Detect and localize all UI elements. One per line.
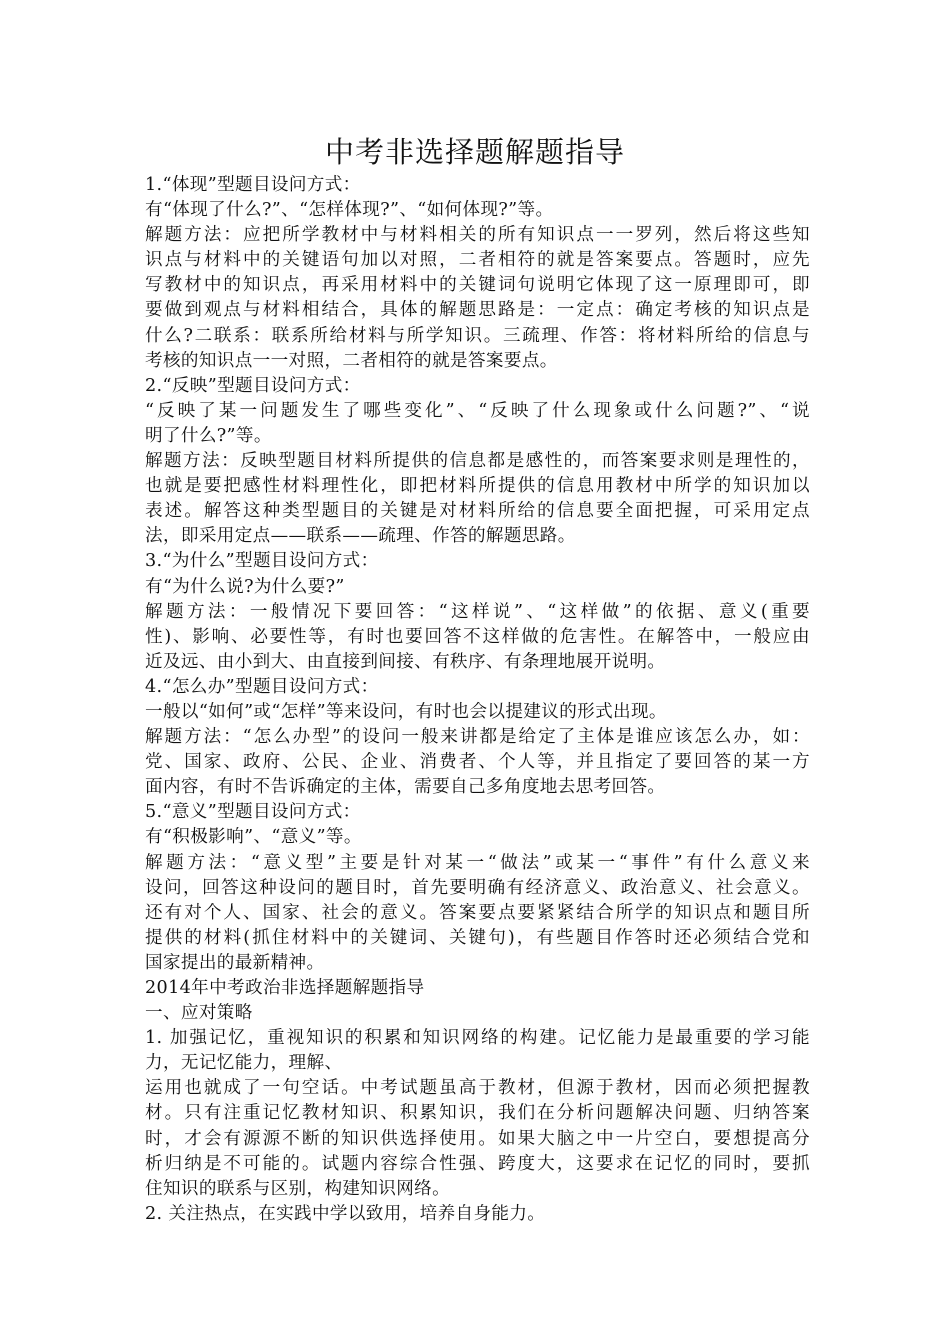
text-line: 设问，回答这种设问的题目时，首先要明确有经济意义、政治意义、社会意义。 xyxy=(145,877,810,898)
text-line: 解题方法：“怎么办型”的设问一般来讲都是给定了主体是谁应该怎么办，如： xyxy=(145,727,810,748)
text-line: 住知识的联系与区别，构建知识网络。 xyxy=(145,1178,451,1199)
text-line: 4.“怎么办”型题目设问方式： xyxy=(145,676,379,697)
text-line: 写教材中的知识点，再采用材料中的关键词句说明它体现了这一原理即可，即 xyxy=(145,275,810,296)
text-line: 解题方法：反映型题目材料所提供的信息都是感性的，而答案要求则是理性的， xyxy=(145,451,810,472)
text-line: 识点与材料中的关键语句加以对照，二者相符的就是答案要点。答题时，应先 xyxy=(145,250,810,271)
text-line: 也就是要把感性材料理性化，即把材料所提供的信息用教材中所学的知识加以 xyxy=(145,476,810,497)
text-line: 明了什么?”等。 xyxy=(145,425,272,446)
text-line: 表述。解答这种类型题目的关键是对材料所给的信息要全面把握，可采用定点 xyxy=(145,501,810,522)
text-line: 时，才会有源源不断的知识供选择使用。如果大脑之中一片空白，要想提高分 xyxy=(145,1128,810,1149)
text-line: 解题方法：应把所学教材中与材料相关的所有知识点一一罗列，然后将这些知 xyxy=(145,225,810,246)
text-line: 一、应对策略 xyxy=(145,1003,253,1024)
text-line: 有“为什么说?为什么要?” xyxy=(145,576,345,597)
text-line: 运用也就成了一句空话。中考试题虽高于教材，但源于教材，因而必须把握教 xyxy=(145,1078,810,1099)
text-line: 1. 加强记忆，重视知识的积累和知识网络的构建。记忆能力是最重要的学习能 xyxy=(145,1028,810,1049)
text-line: 考核的知识点一一对照，二者相符的就是答案要点。 xyxy=(145,350,558,371)
text-line: 2. 关注热点，在实践中学以致用，培养自身能力。 xyxy=(145,1203,546,1224)
text-line: 解题方法：一般情况下要回答：“这样说”、“这样做”的依据、意义(重要 xyxy=(145,601,810,622)
text-line: 要做到观点与材料相结合，具体的解题思路是：一定点：确定考核的知识点是 xyxy=(145,300,810,321)
text-line: 什么?二联系：联系所给材料与所学知识。三疏理、作答：将材料所给的信息与 xyxy=(145,325,810,346)
text-line: 解题方法：“意义型”主要是针对某一“做法”或某一“事件”有什么意义来 xyxy=(145,852,810,873)
text-line: 有“体现了什么?”、“怎样体现?”、“如何体现?”等。 xyxy=(145,200,554,221)
text-line: 还有对个人、国家、社会的意义。答案要点要紧紧结合所学的知识点和题目所 xyxy=(145,902,810,923)
text-line: 材。只有注重记忆教材知识、积累知识，我们在分析问题解决问题、归纳答案 xyxy=(145,1103,810,1124)
text-line: 法，即采用定点——联系——疏理、作答的解题思路。 xyxy=(145,526,576,547)
text-line: 国家提出的最新精神。 xyxy=(145,952,325,973)
text-line: 近及远、由小到大、由直接到间接、有秩序、有条理地展开说明。 xyxy=(145,651,666,672)
text-line: 3.“为什么”型题目设问方式： xyxy=(145,551,379,572)
text-line: 2014年中考政治非选择题解题指导 xyxy=(145,978,425,998)
page-title: 中考非选择题解题指导 xyxy=(324,135,625,169)
text-line: 性)、影响、必要性等，有时也要回答不这样做的危害性。在解答中，一般应由 xyxy=(145,626,810,647)
text-line: 5.“意义”型题目设问方式： xyxy=(145,802,361,823)
text-line: 提供的材料(抓住材料中的关键词、关键句)，有些题目作答时还必须结合党和 xyxy=(145,927,810,948)
text-line: 党、国家、政府、公民、企业、消费者、个人等，并且指定了要回答的某一方 xyxy=(145,752,810,773)
text-line: 2.“反映”型题目设问方式： xyxy=(145,375,361,396)
text-line: 有“积极影响”、“意义”等。 xyxy=(145,827,362,848)
text-line: 1.“体现”型题目设问方式： xyxy=(145,175,361,195)
text-line: “反映了某一问题发生了哪些变化”、“反映了什么现象或什么问题?”、“说 xyxy=(145,400,810,421)
text-line: 面内容，有时不告诉确定的主体，需要自己多角度地去思考回答。 xyxy=(145,777,666,798)
text-line: 一般以“如何”或“怎样”等来设问，有时也会以提建议的形式出现。 xyxy=(145,701,667,722)
text-line: 力，无记忆能力，理解、 xyxy=(145,1053,343,1074)
document-body xyxy=(145,173,810,1227)
text-line: 析归纳是不可能的。试题内容综合性强、跨度大，这要求在记忆的同时，要抓 xyxy=(145,1153,810,1174)
